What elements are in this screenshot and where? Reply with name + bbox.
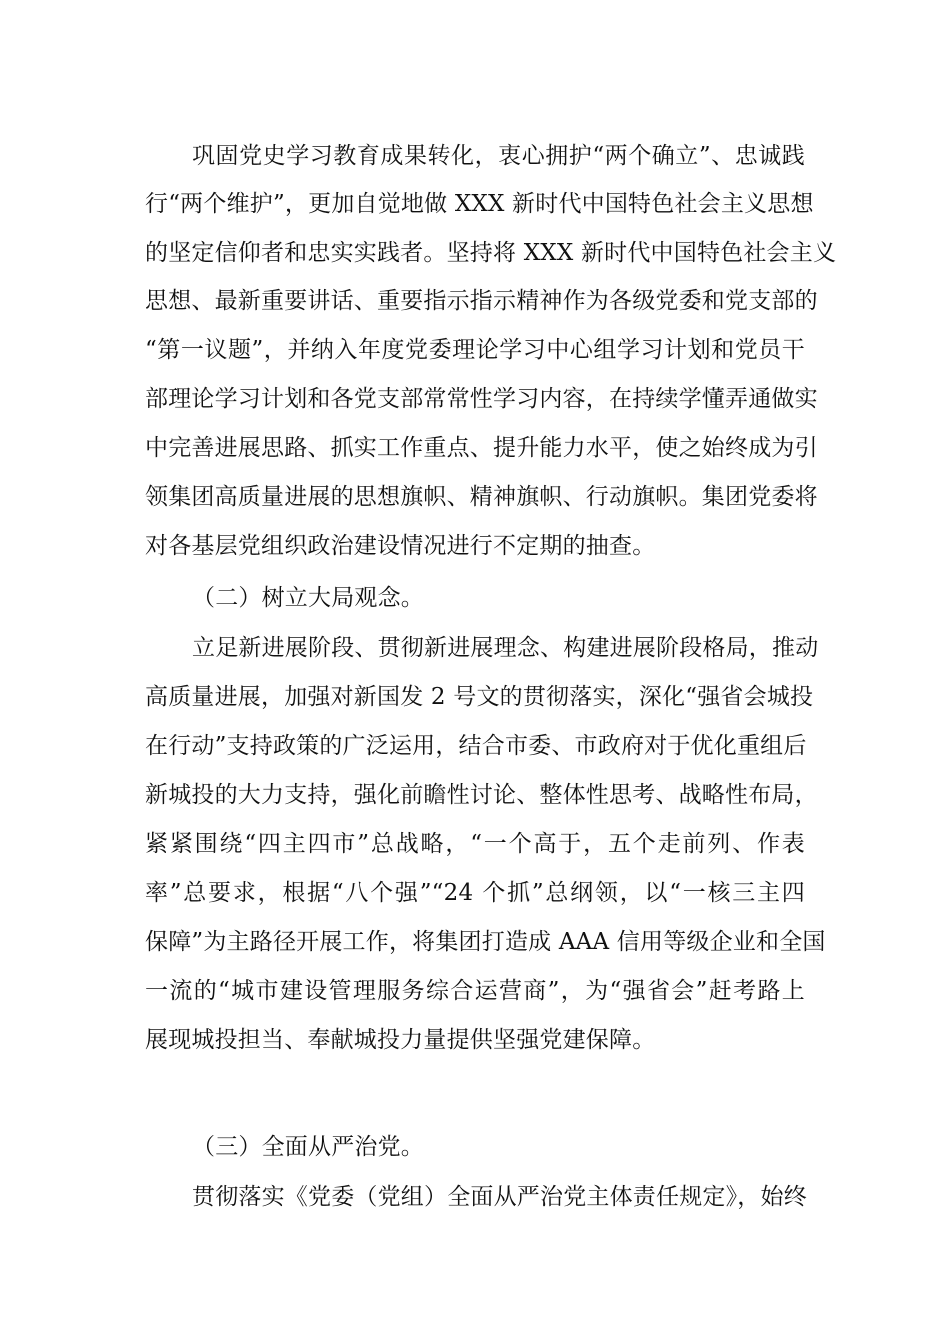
section-heading-3: （三）全面从严治党。: [192, 1134, 424, 1160]
paragraph-3-line-1: 贯彻落实《党委（党组）全面从严治党主体责任规定》，始终: [192, 1184, 807, 1210]
paragraph-2-line-1: 立足新进展阶段、贯彻新进展理念、构建进展阶段格局，推动: [192, 635, 819, 661]
paragraph-1-line-1: 巩固党史学习教育成果转化，衷心拥护“两个确立”、忠诚践: [192, 143, 805, 169]
paragraph-1-line-2: 行“两个维护”，更加自觉地做 XXX 新时代中国特色社会主义思想: [145, 191, 814, 217]
paragraph-2-line-9: 展现城投担当、奉献城投力量提供坚强党建保障。: [145, 1027, 656, 1053]
paragraph-2-line-3: 在行动”支持政策的广泛运用，结合市委、市政府对于优化重组后: [145, 733, 807, 759]
paragraph-1-line-3: 的坚定信仰者和忠实实践者。坚持将 XXX 新时代中国特色社会主义: [145, 240, 837, 266]
paragraph-2-line-7: 保障”为主路径开展工作，将集团打造成 AAA 信用等级企业和全国: [145, 929, 826, 955]
paragraph-2-line-8: 一流的“城市建设管理服务综合运营商”，为“强省会”赶考路上: [145, 978, 805, 1004]
paragraph-2-line-4: 新城投的大力支持，强化前瞻性讨论、整体性思考、战略性布局，: [145, 782, 818, 808]
paragraph-1-line-8: 领集团高质量进展的思想旗帜、精神旗帜、行动旗帜。集团党委将: [145, 484, 818, 510]
paragraph-2-line-2: 高质量进展，加强对新国发 2 号文的贯彻落实，深化“强省会城投: [145, 684, 814, 710]
paragraph-1-line-7: 中完善进展思路、抓实工作重点、提升能力水平，使之始终成为引: [145, 435, 818, 461]
paragraph-1-line-5: “第一议题”，并纳入年度党委理论学习中心组学习计划和党员干: [145, 337, 805, 363]
paragraph-1-line-4: 思想、最新重要讲话、重要指示指示精神作为各级党委和党支部的: [145, 288, 818, 314]
paragraph-1-line-6: 部理论学习计划和各党支部常常性学习内容，在持续学懂弄通做实: [145, 386, 818, 412]
section-heading-2: （二）树立大局观念。: [192, 585, 424, 611]
paragraph-1-line-9: 对各基层党组织政治建设情况进行不定期的抽查。: [145, 533, 656, 559]
paragraph-2-line-6: 率”总要求，根据“八个强”“24 个抓”总纲领，以“一核三主四: [145, 880, 805, 906]
paragraph-2-line-5: 紧紧围绕“四主四市”总战略，“一个高于，五个走前列、作表: [145, 831, 805, 857]
